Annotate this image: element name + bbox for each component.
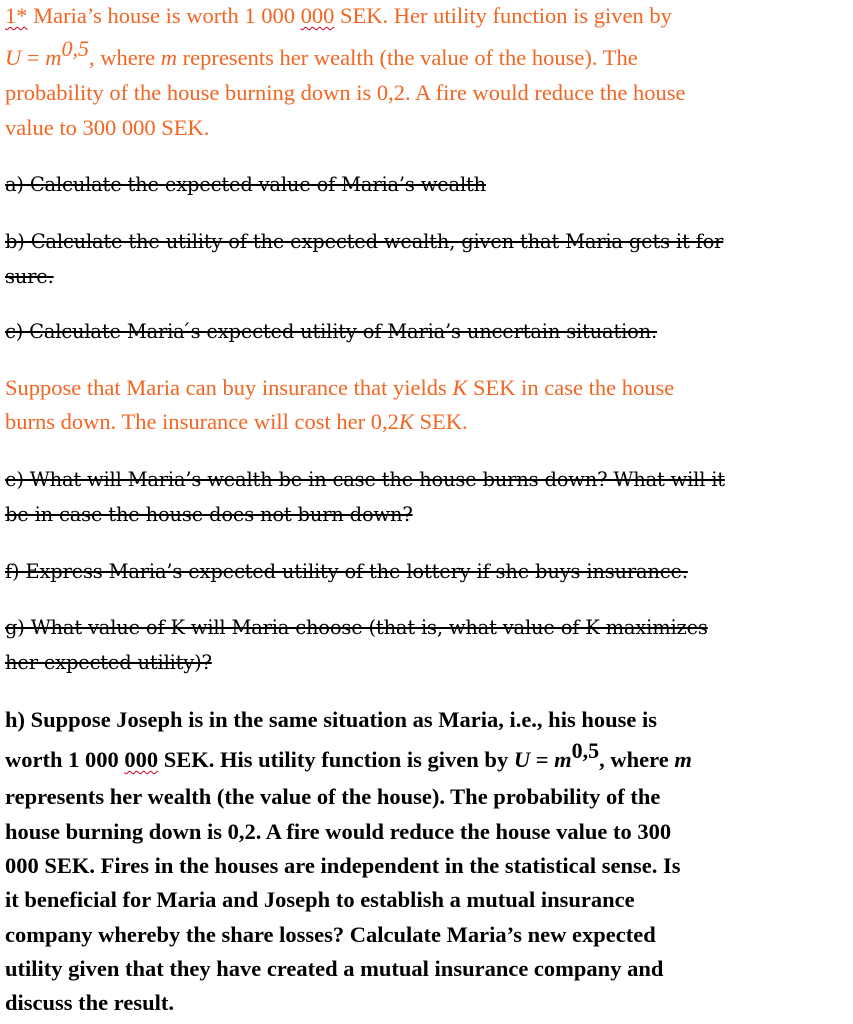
question-h-line-7: company whereby the share losses? Calculate Maria’s new expected [5, 922, 656, 947]
question-c: c) Calculate Maria ́s expected utility of Maria’s uncertain situation. [5, 320, 658, 343]
insurance-text-1a: Suppose that Maria can buy insurance that yields [5, 375, 453, 400]
equals-sign: = [21, 45, 46, 70]
utility-symbol: U [5, 45, 22, 70]
insurance-text-2a: burns down. The insurance will cost her 0,2 [5, 409, 399, 434]
intro-text-1c: SEK. Her utility function is given by [334, 3, 672, 28]
question-h-line-4: house burning down is 0,2. A fire would reduce the house value to 300 [5, 819, 672, 844]
question-b-line-1: b) Calculate the utility of the expected wealth, given that Maria gets it for [5, 230, 724, 253]
intro-line-1 [5, 2, 672, 30]
intro-line-2 [5, 36, 638, 72]
problem-number: 1* [5, 3, 28, 28]
h-exponent: 0,5 [571, 738, 600, 763]
h-wealth-symbol-2: m [674, 747, 692, 772]
insurance-text-1b: SEK in case the house [467, 375, 675, 400]
k-symbol-2: K [398, 409, 414, 434]
question-h-line-2 [5, 738, 692, 774]
h-wealth-symbol: m [554, 747, 572, 772]
intro-text-2a: , where [88, 45, 161, 70]
h-text-2d: , where [599, 747, 675, 772]
question-a: a) Calculate the expected value of Maria’s wealth [5, 173, 487, 196]
question-h-line-5: 000 SEK. Fires in the houses are independent in the statistical sense. Is [5, 853, 681, 878]
h-equals-sign: = [530, 747, 555, 772]
intro-text-1a: Maria’s house is worth 1 000 [27, 3, 301, 28]
question-h-line-9: discuss the result. [5, 990, 174, 1015]
wealth-symbol: m [45, 45, 62, 70]
intro-text-1b: 000 [300, 3, 335, 28]
intro-text-2b: represents her wealth (the value of the house). The [177, 45, 638, 70]
question-h-line-3: represents her wealth (the value of the house). The probability of the [5, 784, 661, 809]
h-text-2c: SEK. His utility function is given by [158, 747, 514, 772]
h-utility-symbol: U [513, 747, 531, 772]
k-symbol: K [452, 375, 468, 400]
question-h-line-1: h) Suppose Joseph is in the same situation as Maria, i.e., his house is [5, 707, 657, 732]
wealth-symbol-2: m [160, 45, 178, 70]
insurance-line-2 [5, 408, 468, 436]
question-e-line-2: be in case the house does not burn down? [5, 503, 413, 526]
insurance-text-2b: SEK. [413, 409, 468, 434]
question-h-line-6: it beneficial for Maria and Joseph to establish a mutual insurance [5, 887, 635, 912]
exponent: 0,5 [61, 36, 89, 61]
insurance-line-1 [5, 374, 674, 402]
intro-line-3: probability of the house burning down is 0,2. A fire would reduce the house [5, 80, 686, 105]
question-g-line-1: g) What value of K will Maria choose (that is, what value of K maximizes [5, 616, 708, 639]
intro-line-4: value to 300 000 SEK. [5, 115, 210, 140]
h-text-2a: worth 1 000 [5, 747, 125, 772]
h-text-2b: 000 [124, 747, 159, 772]
question-f: f) Express Maria’s expected utility of the lottery if she buys insurance. [5, 560, 688, 583]
question-g-line-2: her expected utility)? [5, 651, 212, 674]
question-b-line-2: sure. [5, 265, 54, 288]
question-e-line-1: e) What will Maria’s wealth be in case the house burns down? What will it [5, 468, 725, 491]
question-h-line-8: utility given that they have created a mutual insurance company and [5, 956, 664, 981]
